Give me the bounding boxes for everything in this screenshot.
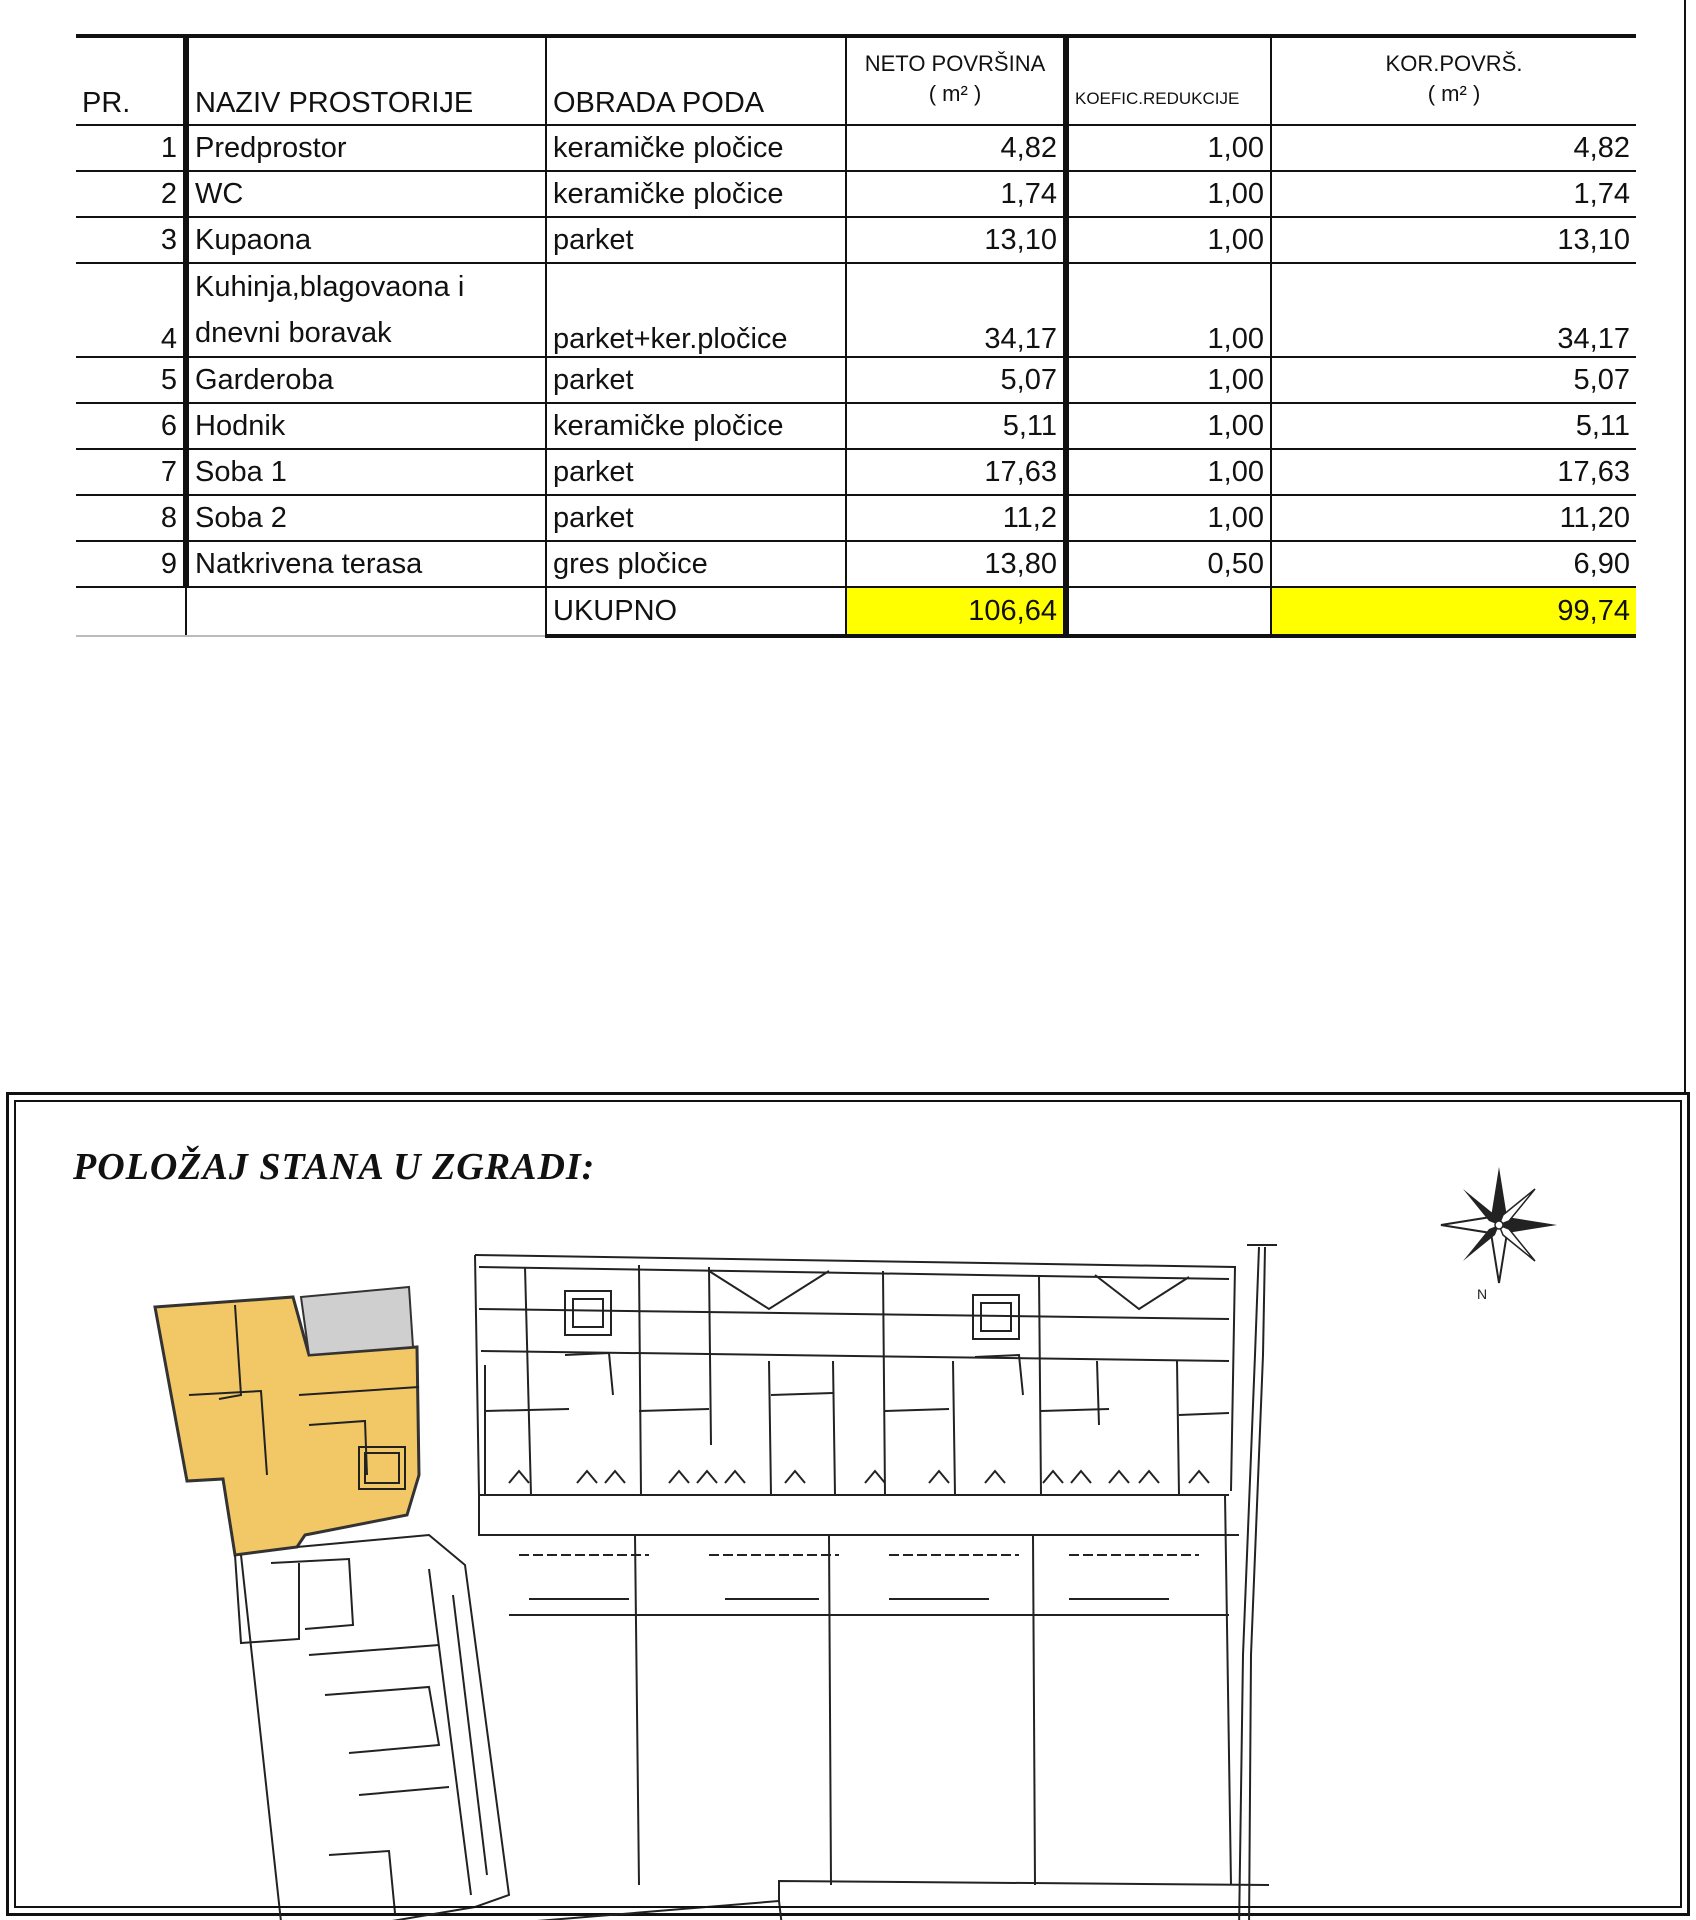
table-row <box>76 449 1636 495</box>
table-row <box>76 217 1636 263</box>
table-row <box>76 357 1636 403</box>
total-net-area: 106,64 <box>846 587 1066 636</box>
room-area-table <box>76 34 1630 658</box>
header-net-area-line2: ( m² ) <box>928 81 982 106</box>
row-floor-finish: parket <box>546 495 846 541</box>
row-room-name: WC <box>186 171 546 217</box>
row-room-name: Soba 2 <box>186 495 546 541</box>
row-no: 1 <box>76 125 186 171</box>
table-total-row <box>76 587 1636 636</box>
total-corrected-area: 99,74 <box>1271 587 1636 636</box>
row-no: 8 <box>76 495 186 541</box>
row-room-name: Soba 1 <box>186 449 546 495</box>
row-corrected-area: 4,82 <box>1271 125 1636 171</box>
table-row <box>76 263 1636 357</box>
location-panel <box>6 1092 1690 1916</box>
row-net-area: 1,74 <box>846 171 1066 217</box>
header-net-area <box>846 36 1066 125</box>
row-floor-finish: parket <box>546 357 846 403</box>
row-corrected-area: 17,63 <box>1271 449 1636 495</box>
total-blank-cell <box>186 587 546 636</box>
compass-rose-icon <box>1441 1167 1557 1302</box>
table-header-row <box>76 36 1636 125</box>
row-room-name: Natkrivena terasa <box>186 541 546 587</box>
row-floor-finish: keramičke pločice <box>546 125 846 171</box>
row-reduction-coef: 1,00 <box>1066 357 1271 403</box>
row-net-area: 4,82 <box>846 125 1066 171</box>
compass-north-label: N <box>1477 1286 1488 1302</box>
facade-doors <box>509 1471 1209 1483</box>
total-label: UKUPNO <box>546 587 846 636</box>
row-net-area: 11,2 <box>846 495 1066 541</box>
row-room-name: Garderoba <box>186 357 546 403</box>
row-no: 2 <box>76 171 186 217</box>
header-reduction-coef: KOEFIC.REDUKCIJE <box>1066 36 1271 125</box>
header-corrected-area <box>1271 36 1636 125</box>
row-floor-finish: keramičke pločice <box>546 171 846 217</box>
table-row <box>76 125 1636 171</box>
location-title: POLOŽAJ STANA U ZGRADI: <box>73 1146 596 1188</box>
row-reduction-coef: 1,00 <box>1066 403 1271 449</box>
row-net-area: 13,10 <box>846 217 1066 263</box>
header-net-area-line1: NETO POVRŠINA <box>864 51 1046 76</box>
row-net-area: 5,07 <box>846 357 1066 403</box>
row-floor-finish: keramičke pločice <box>546 403 846 449</box>
total-blank-cell <box>76 587 186 636</box>
row-reduction-coef: 1,00 <box>1066 495 1271 541</box>
row-floor-finish: parket <box>546 217 846 263</box>
row-floor-finish: parket <box>546 449 846 495</box>
row-room-name: Kuhinja,blagovaona i dnevni boravak <box>186 263 546 357</box>
row-net-area: 34,17 <box>846 263 1066 357</box>
covered-terrace <box>301 1287 413 1355</box>
header-room-name: NAZIV PROSTORIJE <box>186 36 546 125</box>
row-reduction-coef: 1,00 <box>1066 217 1271 263</box>
table-row <box>76 403 1636 449</box>
row-no: 3 <box>76 217 186 263</box>
row-no: 5 <box>76 357 186 403</box>
row-no: 9 <box>76 541 186 587</box>
row-floor-finish: gres pločice <box>546 541 846 587</box>
row-no: 4 <box>76 263 186 357</box>
row-net-area: 5,11 <box>846 403 1066 449</box>
table-row <box>76 495 1636 541</box>
row-corrected-area: 13,10 <box>1271 217 1636 263</box>
total-blank-cell <box>1066 587 1271 636</box>
row-no: 6 <box>76 403 186 449</box>
row-net-area: 17,63 <box>846 449 1066 495</box>
header-corr-area-line1: KOR.POVRŠ. <box>1385 51 1523 76</box>
row-floor-finish: parket+ker.pločice <box>546 263 846 357</box>
row-corrected-area: 34,17 <box>1271 263 1636 357</box>
row-room-name: Predprostor <box>186 125 546 171</box>
row-corrected-area: 6,90 <box>1271 541 1636 587</box>
row-corrected-area: 5,11 <box>1271 403 1636 449</box>
table-row <box>76 541 1636 587</box>
row-net-area: 13,80 <box>846 541 1066 587</box>
row-reduction-coef: 1,00 <box>1066 263 1271 357</box>
row-reduction-coef: 1,00 <box>1066 449 1271 495</box>
row-room-name: Hodnik <box>186 403 546 449</box>
row-reduction-coef: 0,50 <box>1066 541 1271 587</box>
row-corrected-area: 1,74 <box>1271 171 1636 217</box>
table-row <box>76 171 1636 217</box>
row-reduction-coef: 1,00 <box>1066 125 1271 171</box>
page-frame-edge <box>1683 0 1687 1094</box>
row-corrected-area: 5,07 <box>1271 357 1636 403</box>
row-reduction-coef: 1,00 <box>1066 171 1271 217</box>
row-room-name: Kupaona <box>186 217 546 263</box>
row-corrected-area: 11,20 <box>1271 495 1636 541</box>
row-no: 7 <box>76 449 186 495</box>
header-floor-finish: OBRADA PODA <box>546 36 846 125</box>
header-no: PR. <box>76 36 186 125</box>
site-plan <box>9 1095 1693 1919</box>
header-corr-area-line2: ( m² ) <box>1427 81 1481 106</box>
